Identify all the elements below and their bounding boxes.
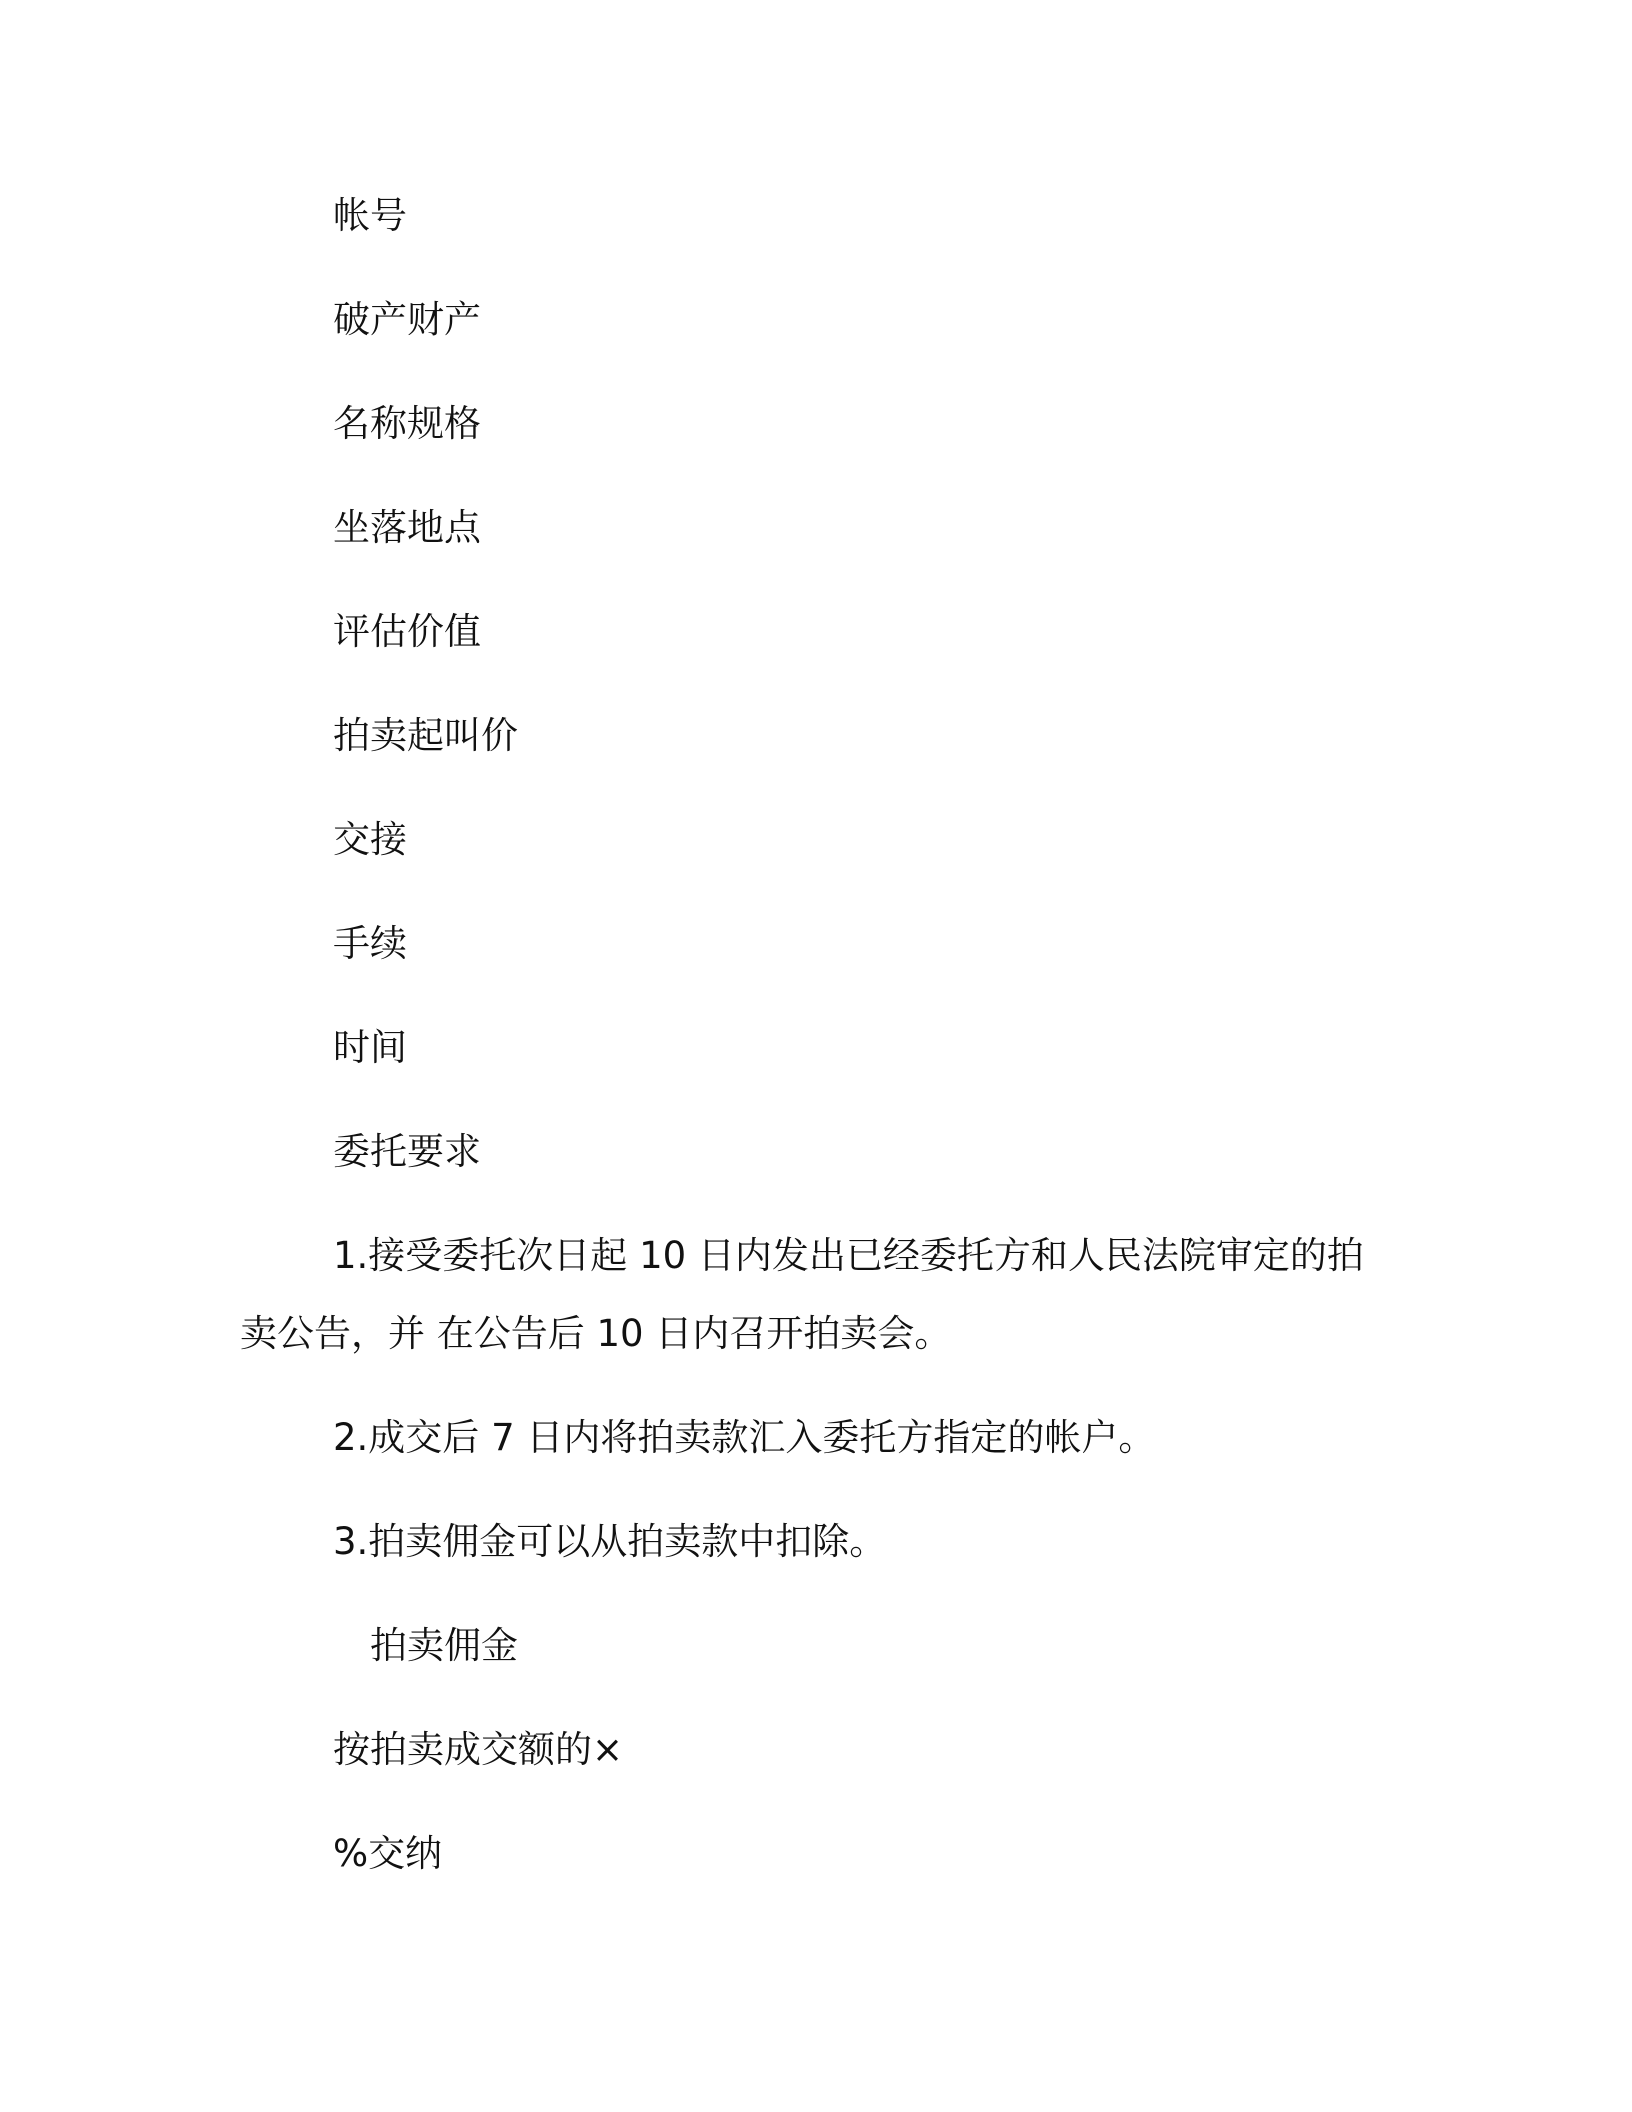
requirement-item-1-line-1: 1.接受委托次日起 10 日内发出已经委托方和人民法院审定的拍: [333, 1234, 1364, 1277]
field-procedures-label: 手续: [333, 922, 407, 965]
field-location-label: 坐落地点: [333, 506, 481, 549]
field-name-spec-label: 名称规格: [333, 402, 481, 445]
field-time-label: 时间: [333, 1026, 407, 1069]
field-account-label: 帐号: [333, 194, 407, 237]
commission-rate-line: 按拍卖成交额的×: [333, 1728, 624, 1771]
requirement-item-1-line-2: 卖公告，并 在公告后 10 日内召开拍卖会。: [240, 1312, 952, 1355]
field-starting-price-label: 拍卖起叫价: [333, 714, 518, 757]
field-bankrupt-assets-label: 破产财产: [333, 298, 481, 341]
commission-heading: 拍卖佣金: [370, 1624, 518, 1667]
requirement-item-2: 2.成交后 7 日内将拍卖款汇入委托方指定的帐户。: [333, 1416, 1156, 1459]
field-appraised-value-label: 评估价值: [333, 610, 481, 653]
field-commission-requirements-label: 委托要求: [333, 1130, 481, 1173]
commission-rate-suffix: %交纳: [333, 1832, 443, 1875]
requirement-item-3: 3.拍卖佣金可以从拍卖款中扣除。: [333, 1520, 887, 1563]
field-handover-label: 交接: [333, 818, 407, 861]
